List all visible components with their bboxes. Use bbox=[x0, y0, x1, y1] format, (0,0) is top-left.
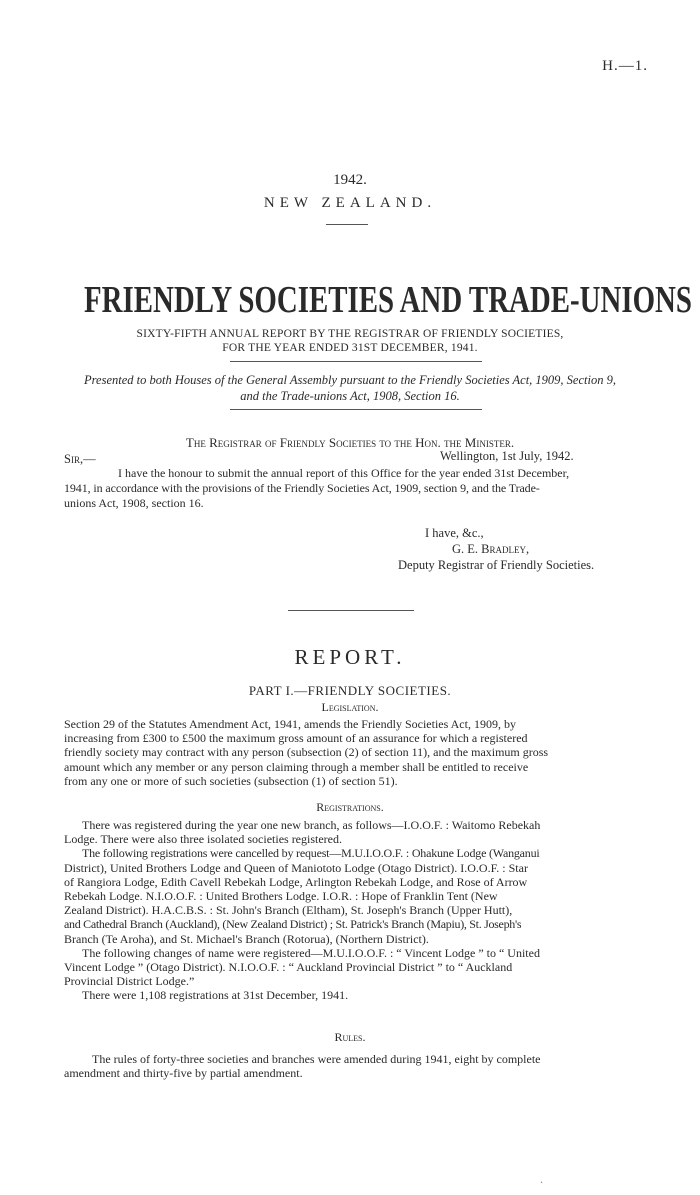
registrations-line: Zealand District). H.A.C.B.S. : St. John's Branch (Eltham), St. Joseph's Branch (Upper Hutt), bbox=[64, 903, 513, 918]
letter-body-line-3: unions Act, 1908, section 16. bbox=[64, 496, 204, 510]
legislation-heading: Legislation. bbox=[321, 700, 379, 714]
registrations-line: There was registered during the year one new branch, as follows—I.O.O.F. : Waitomo Rebekah bbox=[82, 818, 541, 832]
main-title: FRIENDLY SOCIETIES AND TRADE-UNIONS bbox=[84, 279, 692, 321]
presented-line-1: Presented to both Houses of the General Assembly pursuant to the Friendly Societies Act, 1909, Section 9, bbox=[84, 373, 616, 387]
registrations-line: Branch (Te Aroha), and St. Michael's Branch (Rotorua), (Northern District). bbox=[64, 931, 429, 946]
letter-body-line-2: 1941, in accordance with the provisions of the Friendly Societies Act, 1909, section 9, and the Trade- bbox=[64, 481, 540, 495]
registrations-line: There were 1,108 registrations at 31st December, 1941. bbox=[82, 988, 349, 1003]
letter-salutation: Sir,— bbox=[64, 452, 96, 466]
footer-mark: . bbox=[540, 1172, 543, 1186]
rules-line: amendment and thirty-five by partial amendment. bbox=[64, 1066, 303, 1081]
letter-signer-title: Deputy Registrar of Friendly Societies. bbox=[398, 558, 595, 572]
legislation-paragraph bbox=[64, 717, 634, 788]
registrations-line: and Cathedral Branch (Auckland), (New Zealand District) ; St. Patrick's Branch (Mapiu), St. Joseph's bbox=[64, 917, 522, 932]
letter-closing: I have, &c., bbox=[425, 526, 484, 540]
title-divider bbox=[326, 224, 368, 225]
presented-divider-bottom bbox=[230, 409, 482, 410]
rules-heading: Rules. bbox=[334, 1030, 366, 1044]
registrations-line: The following registrations were cancelled by request—M.U.I.O.O.F. : Ohakune Lodge (Wanganui bbox=[82, 846, 540, 861]
rules-paragraph bbox=[64, 1052, 634, 1080]
registrations-line: of Rangiora Lodge, Edith Cavell Rebekah Lodge, Arlington Rebekah Lodge, and Rose of Arrow bbox=[64, 874, 528, 889]
legislation-line: Section 29 of the Statutes Amendment Act, 1941, amends the Friendly Societies Act, 1909, by bbox=[64, 717, 516, 731]
registrations-line: Rebekah Lodge. N.I.O.O.F. : United Brothers Lodge. I.O.R. : Hope of Franklin Tent (New bbox=[64, 889, 498, 904]
letter-place-date: Wellington, 1st July, 1942. bbox=[440, 449, 574, 463]
legislation-line: amount which any member or any person claiming through a member shall be entitled to receive bbox=[64, 759, 529, 774]
report-title: REPORT. bbox=[294, 645, 406, 669]
rules-line: The rules of forty-three societies and branches were amended during 1941, eight by complete bbox=[92, 1052, 541, 1066]
page-reference: H.—1. bbox=[602, 58, 648, 74]
registrations-line: District), United Brothers Lodge and Queen of Maniototo Lodge (Otago District). I.O.O.F. : Star bbox=[64, 860, 528, 875]
legislation-line: from any one or more of such societies (subsection (1) of section 51). bbox=[64, 773, 398, 788]
section-divider bbox=[288, 610, 414, 611]
letter-heading: The Registrar of Friendly Societies to the Hon. the Minister. bbox=[185, 435, 515, 450]
report-year: 1942. bbox=[333, 172, 367, 188]
registrations-line: Provincial District Lodge.” bbox=[64, 974, 195, 989]
registrations-heading: Registrations. bbox=[316, 800, 384, 814]
subtitle-line-1: SIXTY-FIFTH ANNUAL REPORT BY THE REGISTRAR OF FRIENDLY SOCIETIES, bbox=[136, 328, 564, 340]
letter-body-line-1: I have the honour to submit the annual report of this Office for the year ended 31st December, bbox=[118, 466, 570, 480]
presented-line-2: and the Trade-unions Act, 1908, Section 16. bbox=[240, 389, 460, 403]
legislation-line: friendly society may contract with any person (subsection (2) of section 11), and the maximum gross bbox=[64, 745, 549, 760]
subtitle-line-2: FOR THE YEAR ENDED 31ST DECEMBER, 1941. bbox=[222, 342, 478, 354]
registrations-line: Lodge. There were also three isolated societies registered. bbox=[64, 832, 342, 847]
legislation-line: increasing from £300 to £500 the maximum gross amount of an assurance for which a registered bbox=[64, 731, 528, 746]
registrations-line: Vincent Lodge ” (Otago District). N.I.O.O.F. : “ Auckland Provincial District ” to “ Auckland bbox=[64, 960, 513, 975]
country-name: NEW ZEALAND. bbox=[263, 195, 437, 211]
letter-signer: G. E. Bradley, bbox=[452, 542, 530, 556]
registrations-paragraph bbox=[64, 818, 634, 1003]
registrations-line: The following changes of name were registered—M.U.I.O.O.F. : “ Vincent Lodge ” to “ United bbox=[82, 945, 540, 960]
part-heading: PART I.—FRIENDLY SOCIETIES. bbox=[248, 683, 452, 698]
presented-divider-top bbox=[230, 361, 482, 362]
